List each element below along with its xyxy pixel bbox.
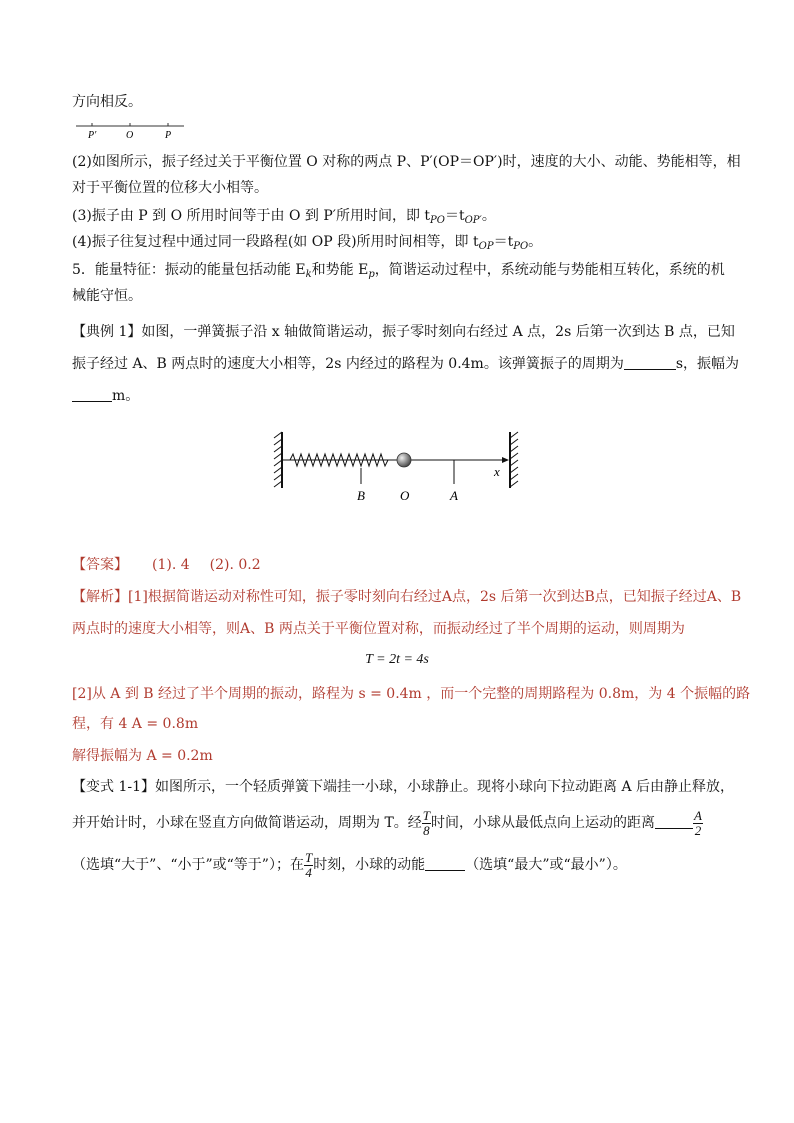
- para-2b: 对于平衡位置的位移大小相等。: [72, 180, 268, 196]
- analysis-line1: 【解析】[1]根据简谐运动对称性可知，振子零时刻向右经过A点，2s 后第一次到达B点，已知振子经过A、B: [72, 589, 742, 605]
- variant-line1: 【变式 1-1】如图所示，一个轻质弹簧下端挂一小球，小球静止。现将小球向下拉动距离 A 后由静止释放，: [72, 779, 735, 795]
- para-4: (4)振子往复过程中通过同一段路程(如 OP 段)所用时间相等，即 $t_{OP}=t_{PO}$。: [72, 234, 543, 252]
- para-3: (3)振子由 P 到 O 所用时间等于由 O 到 P′所用时间，即 $t_{PO}=t_{OP'}$。: [72, 208, 496, 226]
- label-b: B: [357, 488, 365, 503]
- variant-line3: （选填“大于”、“小于”或“等于”）；在 $\frac{T}{4}$ 时刻，小球的动能 （选填“最大”或“最小”）。: [72, 849, 627, 880]
- oscillator-ball: [397, 453, 411, 467]
- label-p-prime: P′: [88, 130, 97, 141]
- small-axis-diagram: [72, 120, 192, 142]
- fraction-a-over-2: $\frac{A}{2}$: [694, 807, 702, 838]
- answer-blank-period[interactable]: [624, 355, 676, 370]
- example1-line3: m。: [72, 386, 139, 406]
- analysis-line3: [2]从 A 到 B 经过了半个周期的振动，路程为 s = 0.4m ，而一个完整的周期路程为 0.8m，为 4 个振幅的路: [72, 686, 751, 702]
- answer-blank-amplitude[interactable]: [72, 387, 112, 402]
- spring-oscillator-diagram: [268, 428, 528, 512]
- label-o: O: [400, 488, 410, 503]
- para-5b: 械能守恒。: [72, 288, 142, 304]
- example1-line1: 【典例 1】如图，一弹簧振子沿 x 轴做简谐运动，振子零时刻向右经过 A 点，2s 后第一次到达 B 点，已知: [72, 324, 735, 340]
- analysis-line2: 两点时的速度大小相等，则A、B 两点关于平衡位置对称，而振动经过了半个周期的运动，则周期为: [72, 621, 685, 637]
- fraction-t-over-4: $\frac{T}{4}$: [304, 849, 313, 880]
- answer-line: 【答案】 (1). 4 (2). 0.2: [72, 557, 261, 573]
- answer-blank-kinetic-energy[interactable]: [425, 856, 465, 871]
- example1-line2: 振子经过 A、B 两点时的速度大小相等，2s 内经过的路程为 0.4m。该弹簧振子的周期为 s，振幅为: [72, 356, 740, 372]
- label-a: A: [450, 488, 458, 503]
- fraction-t-over-8: $\frac{T}{8}$: [422, 807, 431, 838]
- intro-line: 方向相反。: [72, 94, 142, 110]
- label-o-small: O: [126, 130, 134, 141]
- analysis-equation: T = 2t = 4s: [365, 652, 429, 667]
- label-p: P: [165, 130, 172, 141]
- variant-line2: 并开始计时，小球在竖直方向做简谐运动，周期为 T。经 $\frac{T}{8}$ 时间，小球从最低点向上运动的距离 $\frac{A}{2}$: [72, 807, 702, 838]
- para-2a: (2)如图所示，振子经过关于平衡位置 O 对称的两点 P、P′(OP＝OP′)时，速度的大小、动能、势能相等，相: [72, 154, 741, 170]
- analysis-line5: 解得振幅为 A = 0.2m: [72, 748, 213, 764]
- analysis-line4: 程，有 4 A = 0.8m: [72, 716, 199, 732]
- answer-blank-distance[interactable]: [655, 814, 693, 829]
- para-5a: 5．能量特征：振动的能量包括动能 $E_k$和势能 $E_p$，简谐运动过程中，系统动能与势能相互转化，系统的机: [72, 262, 725, 280]
- label-x: x: [494, 464, 500, 479]
